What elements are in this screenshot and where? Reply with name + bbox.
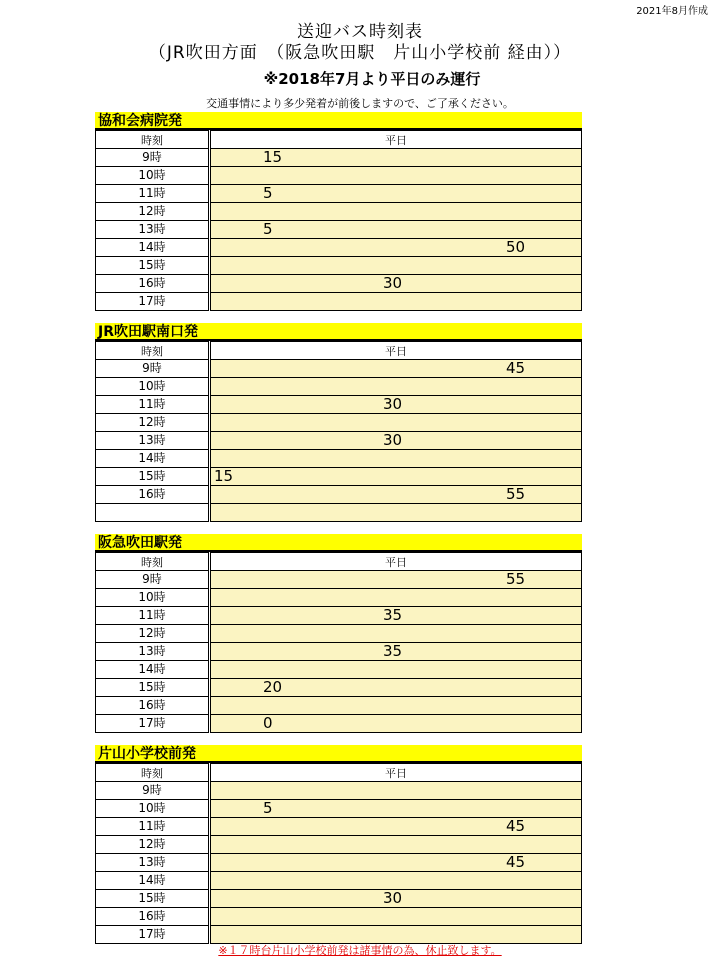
header-row: [96, 342, 582, 360]
table-row: [96, 836, 582, 854]
hour-cell: 14時: [96, 450, 210, 468]
table-row: [96, 185, 582, 203]
minute-cell: [210, 782, 582, 800]
page-title: 送迎バス時刻表: [297, 22, 423, 42]
hour-cell: [96, 504, 210, 522]
table-row: [96, 715, 582, 733]
minute-cell: [210, 625, 582, 643]
hour-cell: 17時: [96, 715, 210, 733]
table-row: [96, 800, 582, 818]
departure-minute: 35: [383, 606, 403, 624]
hour-cell: 14時: [96, 661, 210, 679]
hour-cell: 15時: [96, 679, 210, 697]
table-row: [96, 661, 582, 679]
table-row: [96, 589, 582, 607]
departure-minute: 15: [263, 148, 283, 166]
traffic-notice: 交通事情により多少発着が前後しますので、ご了承ください。: [206, 97, 514, 110]
hour-cell: 9時: [96, 782, 210, 800]
table-row: [96, 450, 582, 468]
table-row: [96, 643, 582, 661]
creation-date: 2021年8月作成: [636, 6, 708, 17]
hour-cell: 13時: [96, 854, 210, 872]
minute-cell: [210, 257, 582, 275]
route-subtitle: （JR吹田方面 （阪急吹田駅 片山小学校前 経由））: [148, 43, 572, 63]
table-row: [96, 149, 582, 167]
hour-cell: 17時: [96, 926, 210, 944]
table-row: [96, 432, 582, 450]
hour-cell: 13時: [96, 221, 210, 239]
section-title: 片山小学校前発: [95, 745, 582, 763]
minute-cell: [210, 239, 582, 257]
time-column-header: 時刻: [96, 553, 210, 571]
minute-cell: [210, 872, 582, 890]
timetable: [95, 130, 582, 311]
table-row: [96, 625, 582, 643]
hour-cell: 9時: [96, 149, 210, 167]
hour-cell: 12時: [96, 414, 210, 432]
weekday-column-header: 平日: [210, 553, 582, 571]
departure-minute: 5: [263, 220, 273, 238]
minute-cell: [210, 890, 582, 908]
hour-cell: 11時: [96, 607, 210, 625]
table-row: [96, 239, 582, 257]
departure-minute: 30: [383, 274, 403, 292]
hour-cell: 13時: [96, 432, 210, 450]
table-row: [96, 203, 582, 221]
minute-cell: [210, 221, 582, 239]
departure-minute: 55: [506, 485, 526, 503]
minute-cell: [210, 432, 582, 450]
hour-cell: 16時: [96, 908, 210, 926]
minute-cell: [210, 414, 582, 432]
operation-note: ※2018年7月より平日のみ運行: [263, 70, 481, 88]
time-column-header: 時刻: [96, 342, 210, 360]
footer-note-text: ※１７時台片山小学校前発は諸事情の為、休止致します。: [218, 944, 502, 957]
header-row: [96, 553, 582, 571]
time-column-header: 時刻: [96, 131, 210, 149]
table-row: [96, 486, 582, 504]
hour-cell: 16時: [96, 697, 210, 715]
weekday-column-header: 平日: [210, 764, 582, 782]
hour-cell: 11時: [96, 818, 210, 836]
hour-cell: 12時: [96, 203, 210, 221]
table-row: [96, 697, 582, 715]
table-row: [96, 360, 582, 378]
table-row: [96, 293, 582, 311]
minute-cell: [210, 926, 582, 944]
minute-cell: [210, 607, 582, 625]
departure-minute: 30: [383, 431, 403, 449]
hour-cell: 16時: [96, 275, 210, 293]
departure-minute: 45: [506, 359, 526, 377]
timetable: [95, 552, 582, 733]
minute-cell: [210, 715, 582, 733]
hour-cell: 12時: [96, 836, 210, 854]
minute-cell: [210, 396, 582, 414]
departure-minute: 20: [263, 678, 283, 696]
minute-cell: [210, 589, 582, 607]
departure-minute: 45: [506, 817, 526, 835]
time-column-header: 時刻: [96, 764, 210, 782]
section-title: 阪急吹田駅発: [95, 534, 582, 552]
footer-note: [0, 942, 720, 958]
minute-cell: [210, 468, 582, 486]
table-row: [96, 782, 582, 800]
table-row: [96, 414, 582, 432]
hour-cell: 9時: [96, 571, 210, 589]
hour-cell: 11時: [96, 396, 210, 414]
minute-cell: [210, 504, 582, 522]
weekday-column-header: 平日: [210, 131, 582, 149]
departure-minute: 30: [383, 395, 403, 413]
table-row: [96, 221, 582, 239]
timetable-section: [95, 112, 582, 311]
minute-cell: [210, 818, 582, 836]
hour-cell: 15時: [96, 468, 210, 486]
timetable-section: [95, 534, 582, 733]
minute-cell: [210, 275, 582, 293]
table-row: [96, 396, 582, 414]
hour-cell: 15時: [96, 257, 210, 275]
departure-minute: 5: [263, 799, 273, 817]
hour-cell: 10時: [96, 378, 210, 396]
table-row: [96, 257, 582, 275]
table-row: [96, 908, 582, 926]
departure-minute: 45: [506, 853, 526, 871]
table-row: [96, 504, 582, 522]
timetable-section: [95, 745, 582, 944]
departure-minute: 55: [506, 570, 526, 588]
hour-cell: 14時: [96, 239, 210, 257]
table-row: [96, 926, 582, 944]
minute-cell: [210, 378, 582, 396]
hour-cell: 10時: [96, 800, 210, 818]
minute-cell: [210, 854, 582, 872]
table-row: [96, 167, 582, 185]
hour-cell: 11時: [96, 185, 210, 203]
hour-cell: 13時: [96, 643, 210, 661]
hour-cell: 10時: [96, 167, 210, 185]
minute-cell: [210, 450, 582, 468]
minute-cell: [210, 836, 582, 854]
table-row: [96, 571, 582, 589]
departure-minute: 30: [383, 889, 403, 907]
hour-cell: 9時: [96, 360, 210, 378]
timetable: [95, 341, 582, 522]
timetable: [95, 763, 582, 944]
hour-cell: 15時: [96, 890, 210, 908]
minute-cell: [210, 571, 582, 589]
minute-cell: [210, 185, 582, 203]
departure-minute: 50: [506, 238, 526, 256]
table-row: [96, 679, 582, 697]
section-title: JR吹田駅南口発: [95, 323, 582, 341]
table-row: [96, 378, 582, 396]
header-row: [96, 131, 582, 149]
departure-minute: 15: [214, 467, 234, 485]
minute-cell: [210, 167, 582, 185]
minute-cell: [210, 661, 582, 679]
table-row: [96, 818, 582, 836]
departure-minute: 5: [263, 184, 273, 202]
minute-cell: [210, 908, 582, 926]
minute-cell: [210, 800, 582, 818]
hour-cell: 16時: [96, 486, 210, 504]
table-row: [96, 872, 582, 890]
table-row: [96, 607, 582, 625]
hour-cell: 14時: [96, 872, 210, 890]
minute-cell: [210, 360, 582, 378]
departure-minute: 35: [383, 642, 403, 660]
timetable-section: [95, 323, 582, 522]
minute-cell: [210, 149, 582, 167]
section-title: 協和会病院発: [95, 112, 582, 130]
minute-cell: [210, 697, 582, 715]
minute-cell: [210, 643, 582, 661]
hour-cell: 12時: [96, 625, 210, 643]
table-row: [96, 275, 582, 293]
header-row: [96, 764, 582, 782]
table-row: [96, 854, 582, 872]
minute-cell: [210, 293, 582, 311]
hour-cell: 17時: [96, 293, 210, 311]
minute-cell: [210, 203, 582, 221]
hour-cell: 10時: [96, 589, 210, 607]
departure-minute: 0: [263, 714, 273, 732]
table-row: [96, 890, 582, 908]
table-row: [96, 468, 582, 486]
minute-cell: [210, 486, 582, 504]
weekday-column-header: 平日: [210, 342, 582, 360]
minute-cell: [210, 679, 582, 697]
